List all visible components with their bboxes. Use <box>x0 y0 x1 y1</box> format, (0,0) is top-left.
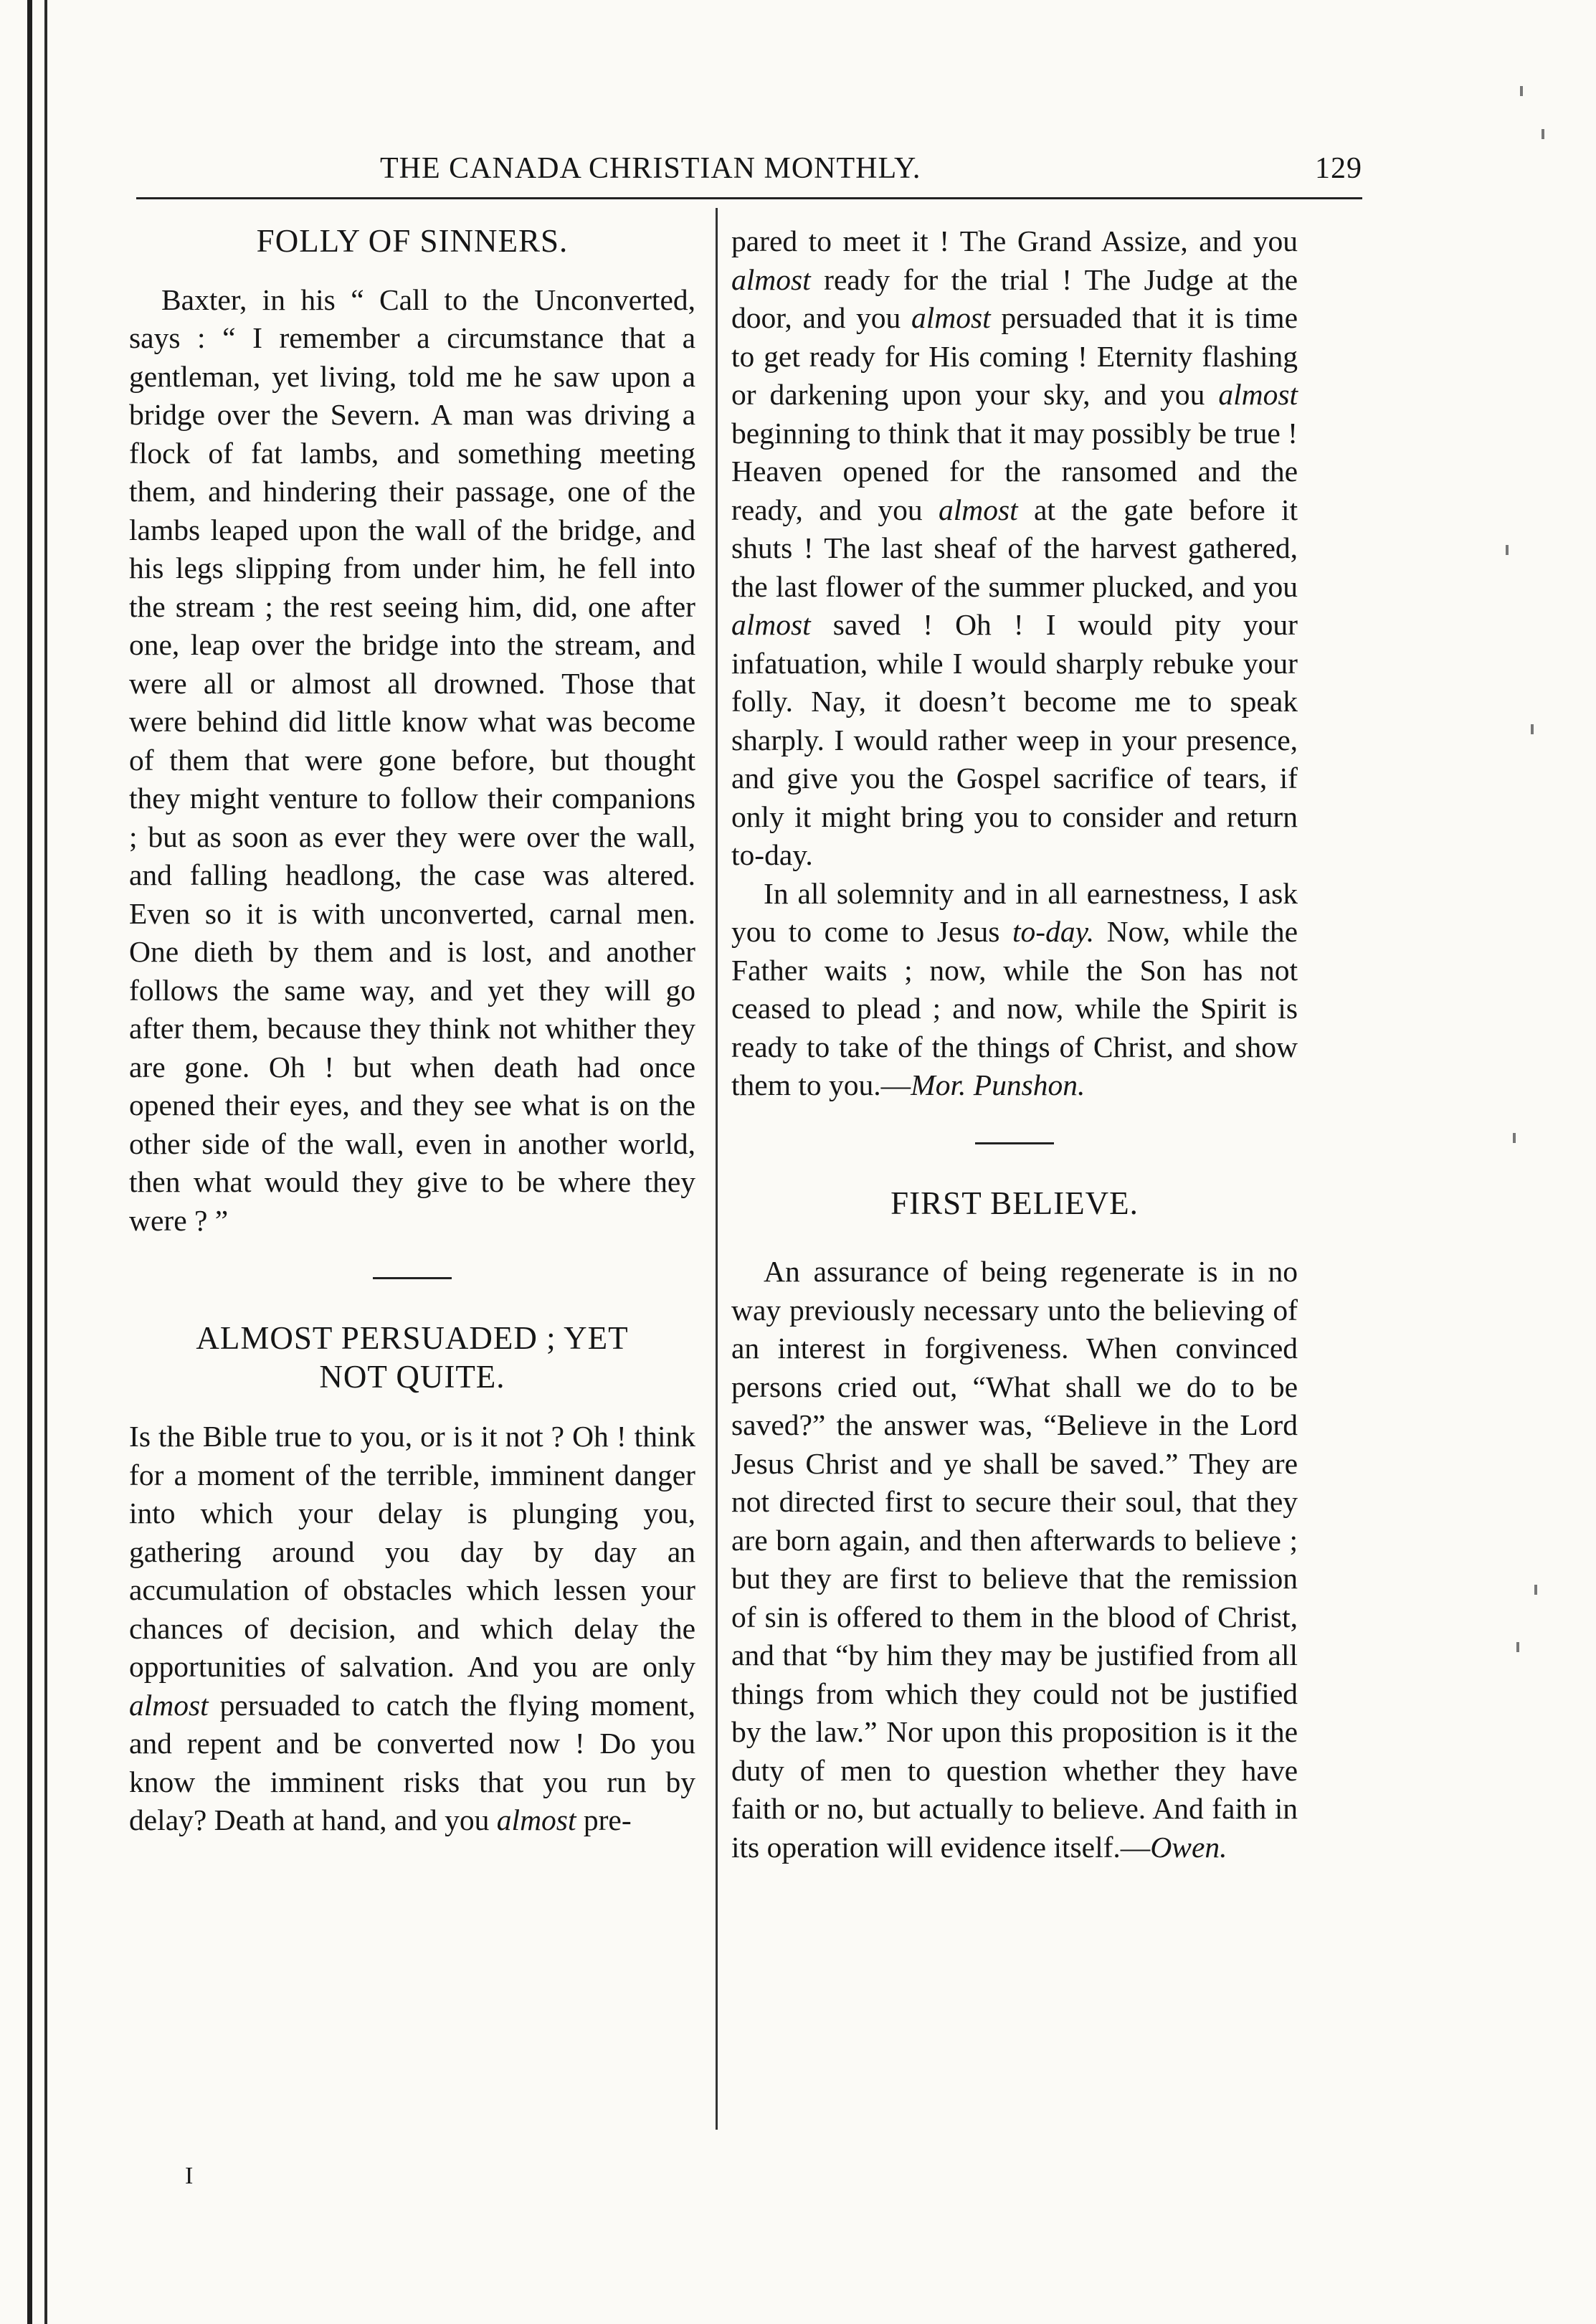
italic-run: almost <box>1218 378 1298 411</box>
text-run: persuaded that it is time to get ready for His coming ! Eternity flashing or darkening upon your sky, and you <box>731 301 1298 411</box>
article-heading-almost-line1: ALMOST PERSUADED ; YET <box>196 1320 629 1356</box>
text-run: In all solemnity and in all earnestness, I ask you to come to Jesus <box>731 876 1298 948</box>
text-run: ready for the trial ! The Judge at the door, and you <box>731 262 1298 334</box>
text-run: Is the Bible true to you, or is it not ? Oh ! think for a moment of the terrible, imminent danger into which your delay is plunging you, gathering around you day by day an accumulation of obstacles which lessen your chances of decision, and which delay the opportunities of salvation. And you are only <box>129 1420 695 1683</box>
text-run: persuaded to catch the flying moment, and repent and be converted now ! Do you know the imminent risks that you run by delay? Death at hand, and you <box>129 1688 695 1836</box>
italic-run: to-day. <box>1012 915 1095 948</box>
right-column <box>731 222 1298 1867</box>
binding-edge-inner <box>44 0 47 2324</box>
italic-run: almost <box>938 493 1018 526</box>
running-header <box>136 143 1362 194</box>
article-heading-first-believe: FIRST BELIEVE. <box>890 1185 1139 1221</box>
italic-run: almost <box>129 1688 209 1722</box>
italic-run: almost <box>731 608 811 641</box>
text-run: Now, while the Father waits ; now, while the Son has not ceased to plead ; and now, while the Spirit is ready to take of the things of Christ, and show them to you.— <box>731 915 1298 1101</box>
left-column <box>129 222 695 1840</box>
text-run: saved ! Oh ! I would pity your infatuation, while I would sharply rebuke your folly. Nay, it doesn’t become me to speak sharply. I would rather weep in your presence, and give you the Gospel sacrifice of tears, if only it might bring you to consider and return to-day. <box>731 608 1298 871</box>
text-run: pared to meet it ! The Grand Assize, and you <box>731 224 1298 257</box>
article-body-almost <box>129 1418 695 1840</box>
column-divider <box>716 208 718 2130</box>
text-run: beginning to think that it may possibly be true ! Heaven opened for the ransomed and the ready, and you <box>731 416 1298 526</box>
italic-run: almost <box>496 1803 576 1836</box>
article-body-folly: Baxter, in his “ Call to the Unconverted, says : “ I remember a circumstance that a gentleman, yet living, told me he saw upon a bridge over the Severn. A man was driving a flock of fat lambs, and something meeting them, and hindering their passage, one of the lambs leaped upon the wall of the bridge, and his legs slipping from under him, he fell into the stream ; the rest seeing him, did, one after one, leap over the bridge into the stream, and were all or almost all drowned. Those that were behind did little know what was become of them that were gone before, but thought they might venture to follow their companions ; but as soon as ever they were over the wall, and falling headlong, the case was altered. Even so it is with unconverted, carnal men. One dieth by them and is lost, and another follows the same way, and yet they will go after them, because they think not whither they are gone. Oh ! but when death had once opened their eyes, and they see what is on the other side of the wall, even in another world, then what would they give to be where they were ? ” <box>129 283 695 1237</box>
article-heading-almost-line2: NOT QUITE. <box>319 1358 505 1395</box>
italic-run: almost <box>731 262 811 296</box>
article-heading-folly: FOLLY OF SINNERS. <box>256 223 569 259</box>
header-rule <box>136 197 1362 199</box>
text-run: An assurance of being regenerate is in no way previously necessary unto the believing of an interest in forgiveness. When convinced persons cried out, “What shall we do to be saved?” the answer was, “Believe in the Lord Jesus Christ and ye shall be saved.” They are not directed first to secure their soul, that they are born again, and then afterwards to believe ; but they are first to believe that the remission of sin is offered to them in the blood of Christ, and that “by him they may be justified from all things from which they could not be justified by the law.” Nor upon this proposition is it the duty of men to question whether they have faith or no, but actually to believe. And faith in its operation will evidence itself.— <box>731 1255 1298 1864</box>
text-run: pre- <box>576 1803 632 1836</box>
page-number: 129 <box>1315 152 1362 185</box>
signature-mark: I <box>185 2163 194 2189</box>
article-body-almost-closing <box>731 875 1298 1105</box>
article-body-almost-continued <box>731 222 1298 875</box>
attribution-punshon: Mor. Punshon. <box>911 1068 1086 1101</box>
running-title: THE CANADA CHRISTIAN MONTHLY. <box>380 152 921 185</box>
scan-edge-specks <box>1491 0 1596 2324</box>
article-body-first-believe <box>731 1253 1298 1867</box>
italic-run: almost <box>911 301 991 334</box>
text-run: at the gate before it shuts ! The last sheaf of the harvest gathered, the last flower of the summer plucked, and you <box>731 493 1298 603</box>
attribution-owen: Owen. <box>1150 1830 1227 1864</box>
binding-edge <box>27 0 32 2324</box>
